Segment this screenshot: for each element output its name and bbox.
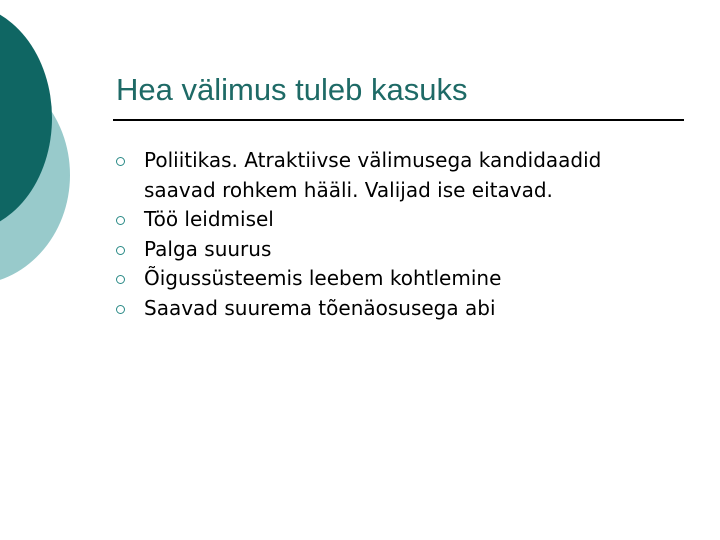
bullet-circle-icon [116,246,125,255]
bullet-circle-icon [116,157,125,166]
bullet-text: Palga suurus [144,236,272,261]
bullet-text: Poliitikas. Atraktiivse välimusega kandidaadid saavad rohkem hääli. Valijad ise eitavad. [144,148,602,202]
bullet-item-salary [113,235,633,265]
bullet-item-politics [113,146,633,205]
bullet-text: Saavad suurema tõenäosusega abi [144,295,496,320]
bullet-item-job-search [113,205,633,235]
bullet-item-justice [113,264,633,294]
bullet-circle-icon [116,216,125,225]
corner-decoration [0,0,80,290]
slide-title: Hea välimus tuleb kasuks [116,72,468,107]
bullet-text: Töö leidmisel [144,207,274,231]
title-underline [113,119,684,121]
bullet-text: Õigussüsteemis leebem kohtlemine [144,266,502,290]
bullet-circle-icon [116,305,125,314]
bullet-list [113,146,633,323]
bullet-circle-icon [116,275,125,284]
bullet-item-help [113,294,633,324]
